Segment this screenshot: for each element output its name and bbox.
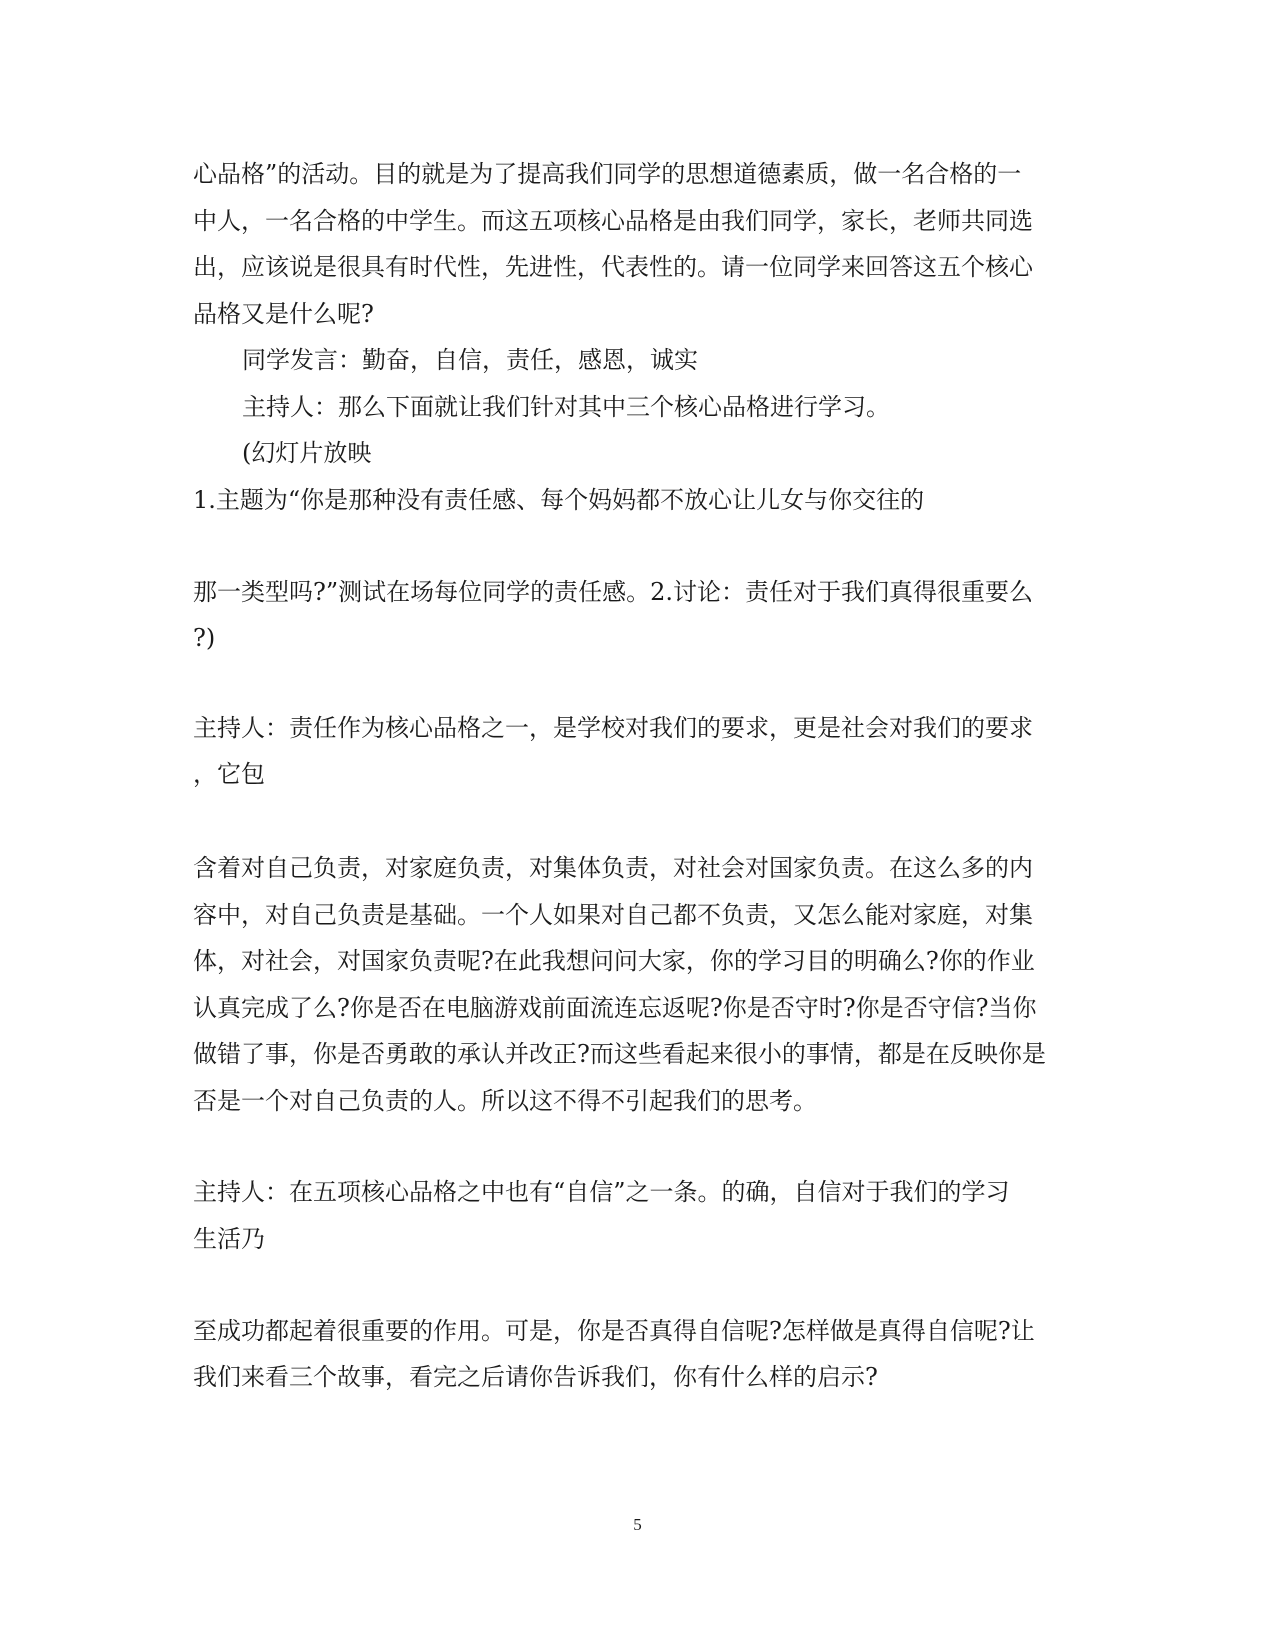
text-line: 主持人：那么下面就让我们针对其中三个核心品格进行学习。 xyxy=(242,393,890,421)
text-line: (幻灯片放映 xyxy=(242,439,372,467)
text-line: 容中，对自己负责是基础。一个人如果对自己都不负责，又怎么能对家庭，对集 xyxy=(193,901,1033,929)
text-line: 我们来看三个故事，看完之后请你告诉我们，你有什么样的启示? xyxy=(193,1363,878,1391)
text-line: 主持人：责任作为核心品格之一，是学校对我们的要求，更是社会对我们的要求 xyxy=(193,714,1033,742)
text-line: 主持人：在五项核心品格之中也有“自信”之一条。的确，自信对于我们的学习 xyxy=(193,1178,1010,1206)
page-number: 5 xyxy=(633,1515,642,1534)
text-line: 心品格”的活动。目的就是为了提高我们同学的思想道德素质，做一名合格的一 xyxy=(193,160,1022,188)
text-line: 生活乃 xyxy=(193,1225,265,1253)
text-line: ，它包 xyxy=(193,760,265,788)
text-line: 1.主题为“你是那种没有责任感、每个妈妈都不放心让儿女与你交往的 xyxy=(193,486,925,514)
text-line: 同学发言：勤奋，自信，责任，感恩，诚实 xyxy=(242,346,698,374)
text-line: 至成功都起着很重要的作用。可是，你是否真得自信呢?怎样做是真得自信呢?让 xyxy=(193,1317,1035,1345)
text-line: 中人，一名合格的中学生。而这五项核心品格是由我们同学，家长，老师共同选 xyxy=(193,207,1033,235)
text-line: 做错了事，你是否勇敢的承认并改正?而这些看起来很小的事情，都是在反映你是 xyxy=(193,1040,1046,1068)
text-line: 否是一个对自己负责的人。所以这不得不引起我们的思考。 xyxy=(193,1087,817,1115)
text-line: 体，对社会，对国家负责呢?在此我想问问大家，你的学习目的明确么?你的作业 xyxy=(193,947,1035,975)
text-line: 那一类型吗?”测试在场每位同学的责任感。2.讨论：责任对于我们真得很重要么 xyxy=(193,578,1034,606)
text-line: 含着对自己负责，对家庭负责，对集体负责，对社会对国家负责。在这么多的内 xyxy=(193,854,1033,882)
text-line: 出，应该说是很具有时代性，先进性，代表性的。请一位同学来回答这五个核心 xyxy=(193,253,1033,281)
text-line: 品格又是什么呢? xyxy=(193,300,374,328)
text-line: 认真完成了么?你是否在电脑游戏前面流连忘返呢?你是否守时?你是否守信?当你 xyxy=(193,994,1037,1022)
text-line: ?) xyxy=(193,624,216,652)
